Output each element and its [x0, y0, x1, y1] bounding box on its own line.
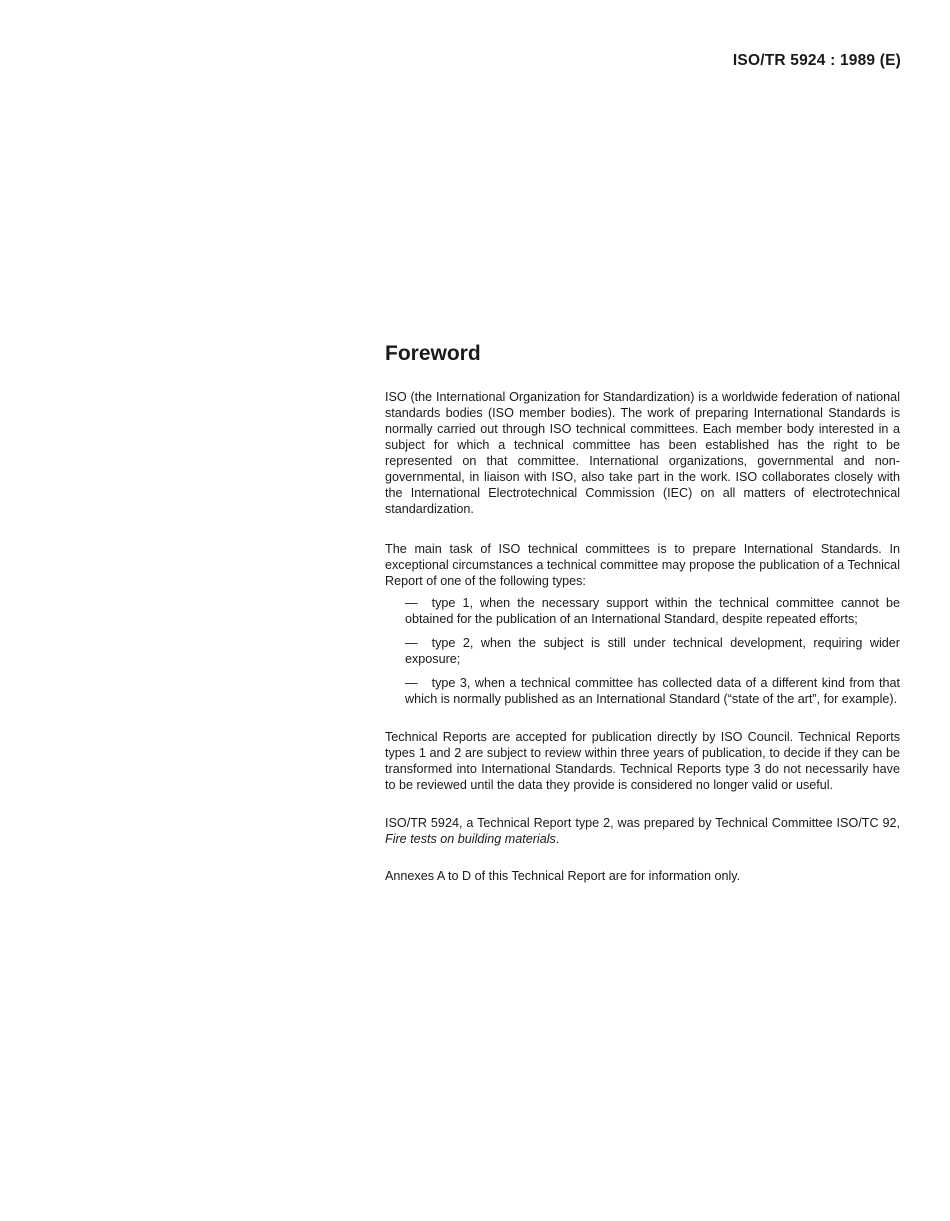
technical-report-types-list	[405, 595, 900, 707]
list-item-type-2	[405, 635, 900, 667]
list-dash: —	[405, 676, 418, 690]
foreword-paragraph-preparation	[385, 815, 900, 847]
foreword-paragraph-acceptance: Technical Reports are accepted for publication directly by ISO Council. Technical Reports types 1 and 2 are subject to review within three years of publication, to decide if they can be transformed into International Standards. Technical Reports type 3 do not necessarily have to be reviewed until the data they provide is considered no longer valid or useful.	[385, 730, 900, 792]
foreword-title: Foreword	[385, 342, 481, 365]
list-item-text: type 2, when the subject is still under technical development, requiring wider exposure;	[405, 636, 900, 666]
list-item-text: type 3, when a technical committee has collected data of a different kind from that which is normally published as an International Standard (“state of the art”, for example).	[405, 676, 900, 706]
list-item-type-1	[405, 595, 900, 627]
document-reference: ISO/TR 5924 : 1989 (E)	[732, 52, 901, 69]
foreword-paragraph-main-task: The main task of ISO technical committees is to prepare International Standards. In exceptional circumstances a technical committee may propose the publication of a Technical Report of one of the following types:	[385, 542, 900, 588]
preparation-text-end: .	[555, 832, 560, 846]
list-dash: —	[405, 636, 418, 650]
preparation-text: ISO/TR 5924, a Technical Report type 2, was prepared by Technical Committee ISO/TC 92,	[385, 816, 900, 830]
foreword-section	[385, 340, 900, 884]
list-item-type-3	[405, 675, 900, 707]
list-item-text: type 1, when the necessary support within the technical committee cannot be obtained for the publication of an International Standard, despite repeated efforts;	[405, 596, 900, 626]
foreword-paragraph-iso-intro: ISO (the International Organization for Standardization) is a worldwide federation of national standards bodies (ISO member bodies). The work of preparing International Standards is normally carried out through ISO technical committees. Each member body interested in a subject for which a technical committee has been established has the right to be represented on that committee. International organizations, governmental and non-governmental, in liaison with ISO, also take part in the work. ISO collaborates closely with the International Electrotechnical Commission (IEC) on all matters of electrotechnical standardization.	[385, 390, 900, 516]
committee-subject-title: Fire tests on building materials	[385, 832, 556, 846]
foreword-paragraph-annexes: Annexes A to D of this Technical Report are for information only.	[385, 869, 741, 883]
list-dash: —	[405, 596, 418, 610]
